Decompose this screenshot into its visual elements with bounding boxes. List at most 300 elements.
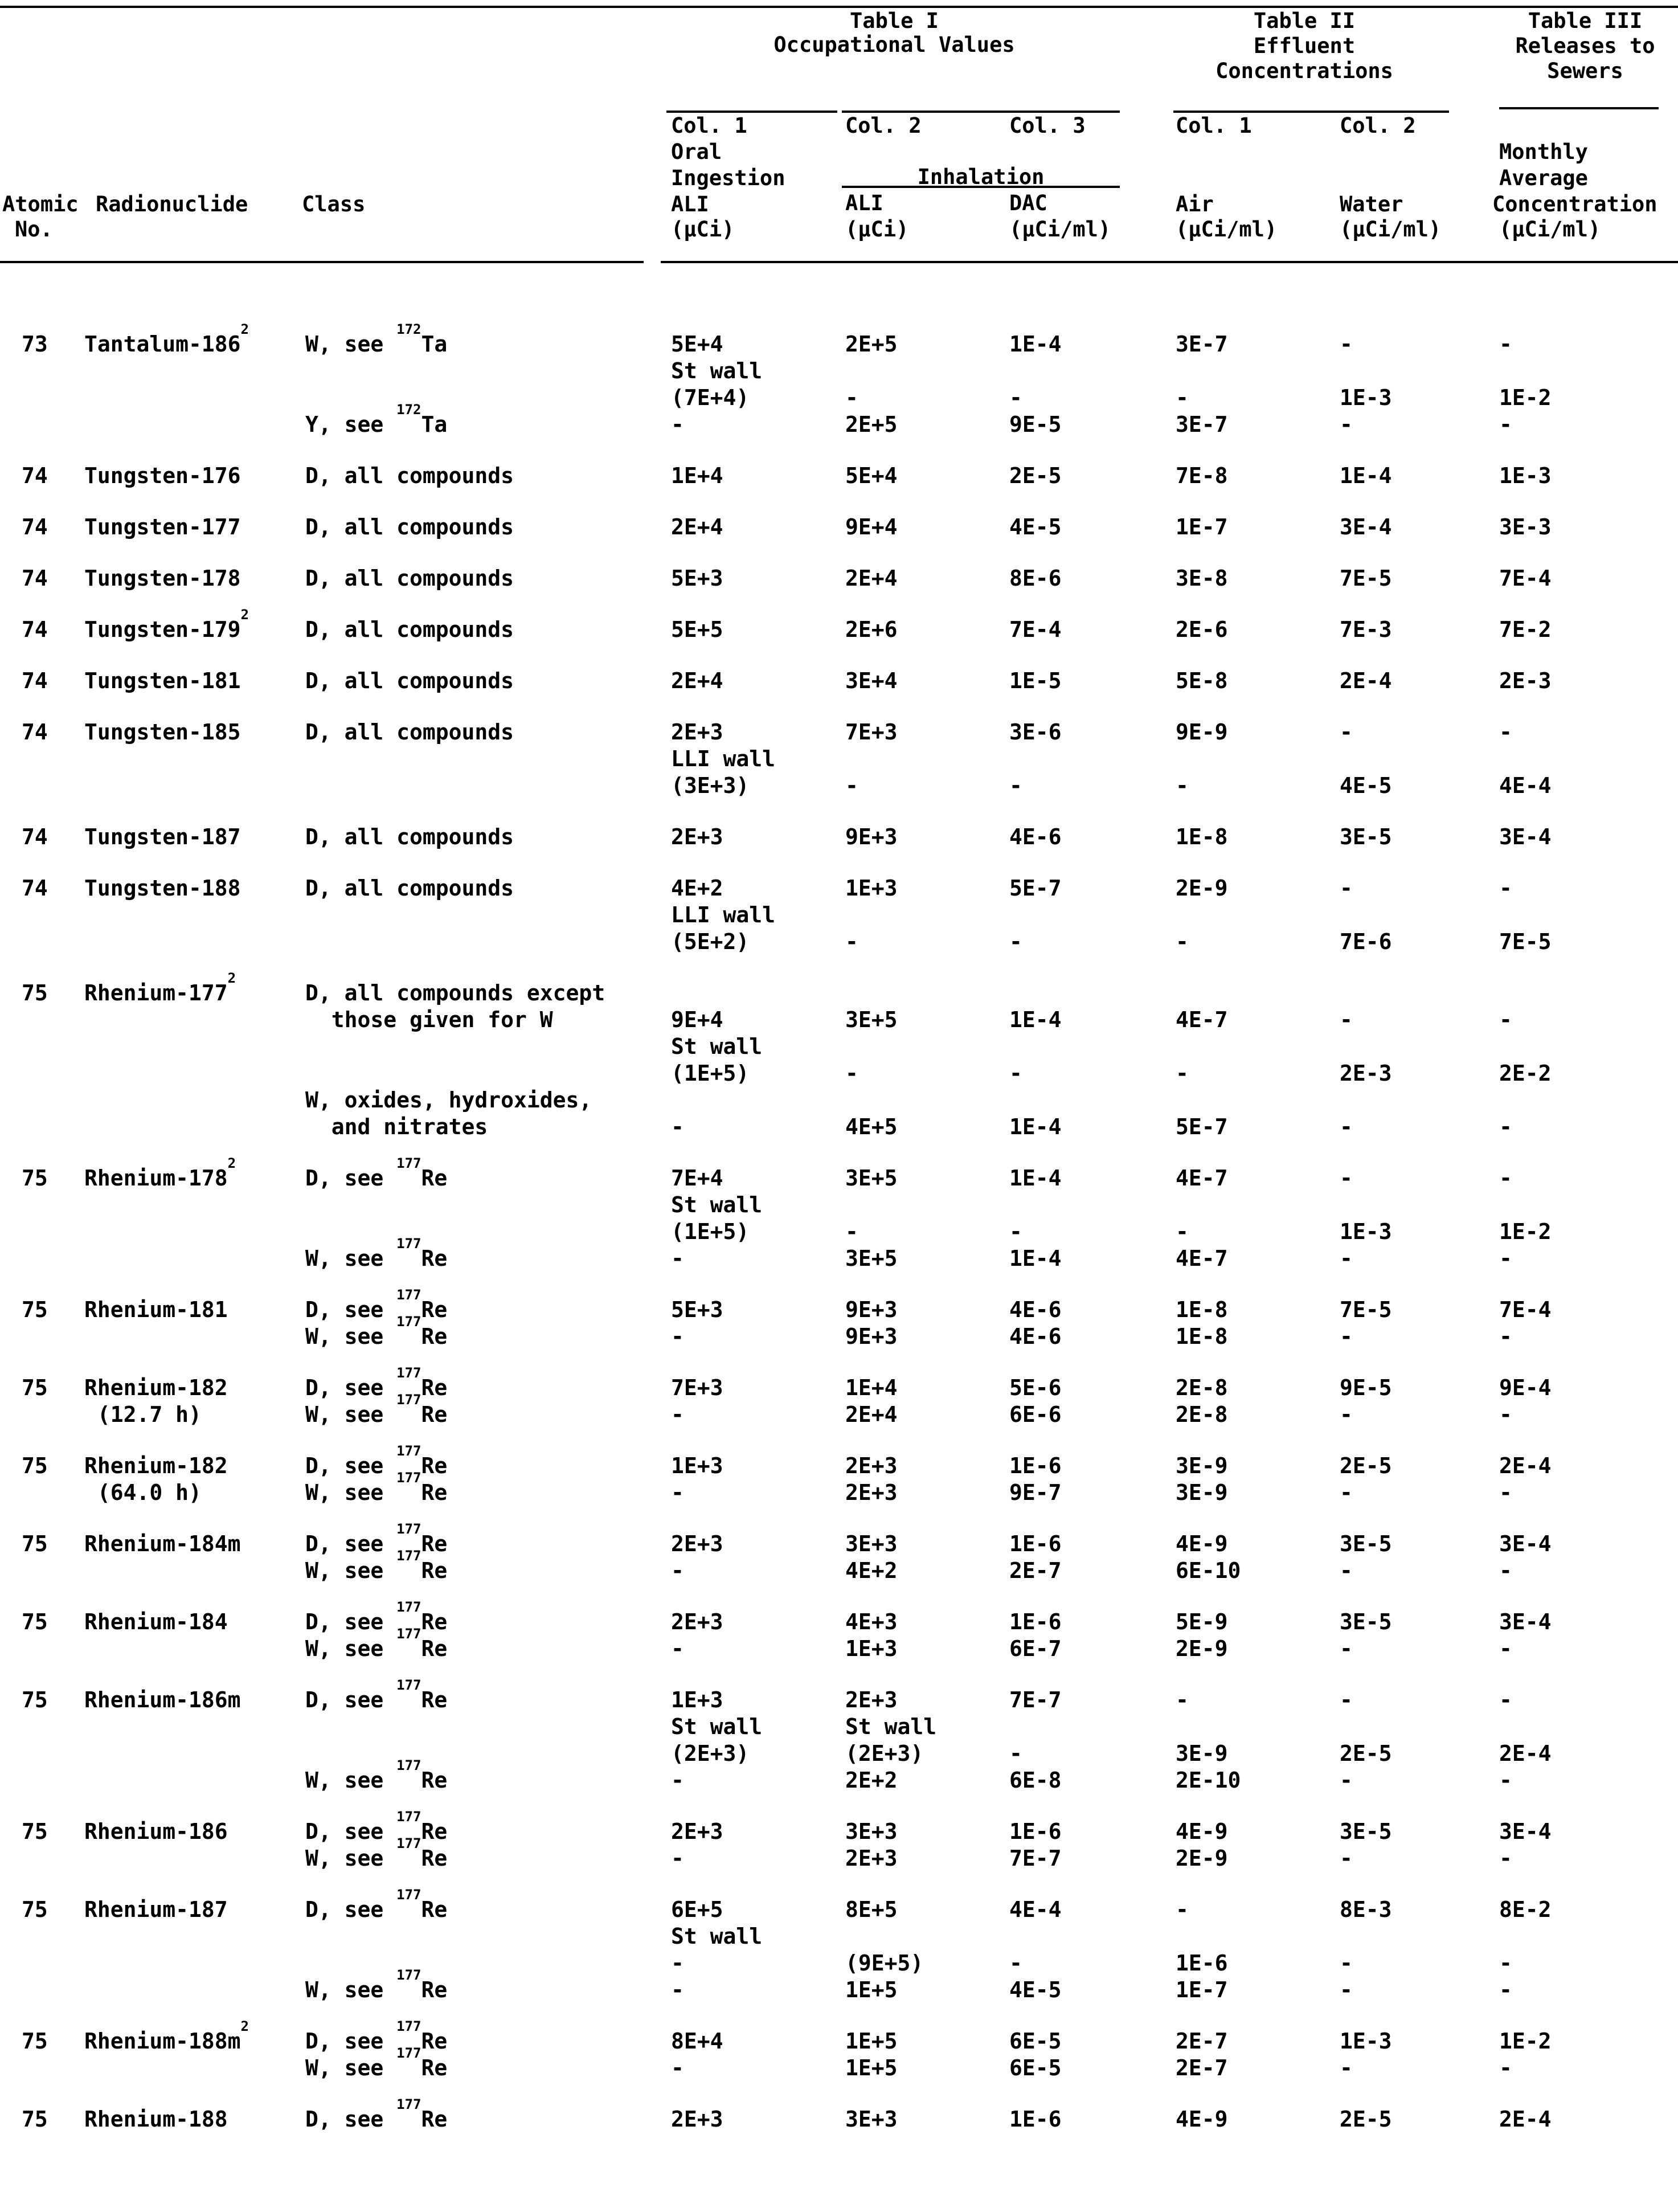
- inhalation-ali-cell: 2E+5: [845, 332, 898, 357]
- sewer-cell: 3E-4: [1499, 1609, 1552, 1634]
- sewer-cell: 3E-4: [1499, 824, 1552, 849]
- effluent-air-cell: 1E-7: [1176, 514, 1228, 539]
- table2-title-line1: Table II: [1253, 9, 1356, 33]
- oral-ali-cell: 5E+3: [671, 566, 723, 591]
- dac-cell: 4E-5: [1009, 514, 1062, 539]
- inhalation-ali-cell: 2E+4: [845, 566, 898, 591]
- radionuclide-name: Tungsten-181: [84, 668, 241, 693]
- dac-cell: 7E-7: [1009, 1846, 1062, 1871]
- table3-title-line3: Sewers: [1547, 59, 1623, 83]
- class-cell: D, see $^{177}$Re: [305, 1443, 448, 1478]
- inhalation-ali-cell: 9E+3: [845, 824, 898, 849]
- sewer-cell: 9E-4: [1499, 1375, 1552, 1400]
- oral-ali-cell: 2E+3: [671, 1819, 723, 1844]
- sewer-cell: 3E-3: [1499, 514, 1552, 539]
- sewer-cell: -: [1499, 1324, 1512, 1349]
- effluent-air-cell: 4E-7: [1176, 1166, 1228, 1191]
- dac-cell: -: [1009, 1061, 1022, 1086]
- inhalation-ali-cell: 1E+5: [845, 2055, 898, 2080]
- dac-cell: 2E-5: [1009, 463, 1062, 488]
- atomic-number: 75: [22, 1531, 48, 1556]
- dac-cell: 7E-7: [1009, 1687, 1062, 1712]
- superscript: 172: [396, 321, 421, 337]
- dac-cell: 1E-4: [1009, 1114, 1062, 1139]
- oral-ali-cell: 6E+5: [671, 1897, 723, 1922]
- table1-title-line2: Occupational Values: [773, 32, 1015, 57]
- radionuclide-name: Rhenium-$178^2$: [84, 1155, 236, 1191]
- sewer-cell: 1E-3: [1499, 463, 1552, 488]
- superscript: 2: [240, 2018, 249, 2034]
- oral-ali-cell: -: [671, 1402, 684, 1427]
- oral-ali-cell: 5E+4: [671, 332, 723, 357]
- effluent-air-cell: 2E-9: [1176, 1846, 1228, 1871]
- t1c1-ali: ALI: [671, 192, 709, 216]
- atomic-number: 75: [22, 1297, 48, 1322]
- effluent-air-cell: -: [1176, 1897, 1189, 1922]
- class-cell: W, see $^{172}$Ta: [305, 321, 448, 357]
- superscript: 177: [396, 2096, 421, 2112]
- atomic-no-header-line2: No.: [15, 217, 53, 242]
- dac-cell: 1E-4: [1009, 1246, 1062, 1271]
- effluent-air-cell: 1E-7: [1176, 1977, 1228, 2002]
- inhalation-ali-cell: 1E+3: [845, 1636, 898, 1661]
- oral-ali-cell: -: [671, 412, 684, 437]
- radionuclide-name: Tungsten-176: [84, 463, 241, 488]
- dac-cell: 4E-6: [1009, 824, 1062, 849]
- class-cell: D, all compounds except: [305, 980, 605, 1005]
- atomic-number: 75: [22, 2107, 48, 2132]
- inhalation-ali-cell: St wall: [845, 1714, 937, 1739]
- t3-unit: (µCi/ml): [1499, 217, 1601, 242]
- atomic-number: 75: [22, 1819, 48, 1844]
- inhalation-ali-cell: 2E+2: [845, 1768, 898, 1793]
- t1c3-dac: DAC: [1009, 191, 1047, 215]
- radionuclide-name: Tungsten-185: [84, 719, 241, 745]
- radionuclide-name: Rhenium-184m: [84, 1531, 241, 1556]
- dac-cell: 1E-4: [1009, 1166, 1062, 1191]
- effluent-water-cell: 7E-5: [1340, 566, 1392, 591]
- dac-cell: 9E-7: [1009, 1480, 1062, 1505]
- t2c1-air: Air: [1176, 192, 1214, 216]
- atomic-number: 74: [22, 668, 48, 693]
- oral-ali-cell: -: [671, 1114, 684, 1139]
- oral-ali-cell: 2E+3: [671, 1531, 723, 1556]
- sewer-cell: 2E-2: [1499, 1061, 1552, 1086]
- effluent-air-cell: 2E-9: [1176, 876, 1228, 901]
- oral-ali-cell: -: [671, 1558, 684, 1583]
- effluent-air-cell: 2E-7: [1176, 2055, 1228, 2080]
- atomic-number: 74: [22, 514, 48, 539]
- effluent-air-cell: 1E-8: [1176, 1297, 1228, 1322]
- superscript: 177: [396, 1443, 421, 1459]
- table2-title-line3: Concentrations: [1215, 59, 1393, 83]
- oral-ali-cell: -: [671, 1324, 684, 1349]
- sewer-cell: -: [1499, 719, 1512, 745]
- radionuclide-name: Rhenium-186m: [84, 1687, 241, 1712]
- sewer-cell: -: [1499, 412, 1512, 437]
- effluent-water-cell: -: [1340, 1951, 1353, 1976]
- effluent-water-cell: 3E-5: [1340, 1609, 1392, 1634]
- atomic-number: 75: [22, 2029, 48, 2054]
- t1c3-label: Col. 3: [1009, 113, 1086, 138]
- atomic-number: 74: [22, 566, 48, 591]
- inhalation-ali-cell: 2E+3: [845, 1846, 898, 1871]
- superscript: 177: [396, 2045, 421, 2061]
- oral-ali-cell: 8E+4: [671, 2029, 723, 2054]
- effluent-water-cell: 2E-5: [1340, 2107, 1392, 2132]
- inhalation-ali-cell: 3E+5: [845, 1166, 898, 1191]
- atomic-number: 75: [22, 1609, 48, 1634]
- inhalation-ali-cell: 2E+4: [845, 1402, 898, 1427]
- effluent-water-cell: -: [1340, 1480, 1353, 1505]
- effluent-water-cell: 7E-3: [1340, 617, 1392, 642]
- sewer-cell: -: [1499, 1402, 1512, 1427]
- radionuclide-name: Rhenium-186: [84, 1819, 228, 1844]
- t1c1-label: Col. 1: [671, 113, 747, 138]
- t3-monthly: Monthly: [1499, 140, 1588, 164]
- sewer-cell: -: [1499, 1114, 1512, 1139]
- radionuclide-header: Radionuclide: [96, 192, 248, 216]
- inhalation-ali-cell: -: [845, 1061, 858, 1086]
- class-cell: Y, see $^{172}$Ta: [305, 402, 448, 437]
- dac-cell: 6E-8: [1009, 1768, 1062, 1793]
- dac-cell: 4E-6: [1009, 1297, 1062, 1322]
- oral-ali-cell: -: [671, 2055, 684, 2080]
- superscript: 177: [396, 1521, 421, 1537]
- class-cell: and nitrates: [305, 1114, 488, 1139]
- sewer-cell: -: [1499, 1166, 1512, 1191]
- table3-title-line1: Table III: [1528, 9, 1643, 33]
- effluent-air-cell: 2E-8: [1176, 1402, 1228, 1427]
- class-cell: D, all compounds: [305, 719, 514, 745]
- oral-ali-cell: 7E+3: [671, 1375, 723, 1400]
- oral-ali-cell: (7E+4): [671, 385, 750, 410]
- inhalation-ali-cell: 3E+5: [845, 1246, 898, 1271]
- superscript: 177: [396, 1548, 421, 1564]
- t3-concentration: Concentration: [1492, 192, 1657, 216]
- radionuclide-name: Tungsten-187: [84, 824, 241, 849]
- effluent-water-cell: 2E-4: [1340, 668, 1392, 693]
- class-cell: those given for W: [305, 1007, 553, 1032]
- class-cell: D, see $^{177}$Re: [305, 1887, 448, 1922]
- dac-cell: 1E-6: [1009, 1531, 1062, 1556]
- inhalation-ali-cell: -: [845, 929, 858, 954]
- class-cell: W, see $^{177}$Re: [305, 1835, 448, 1871]
- oral-ali-cell: -: [671, 1951, 684, 1976]
- inhalation-ali-cell: 4E+2: [845, 1558, 898, 1583]
- effluent-water-cell: 1E-3: [1340, 1219, 1392, 1244]
- inhalation-label: Inhalation: [917, 165, 1045, 189]
- oral-ali-cell: St wall: [671, 1924, 763, 1949]
- sewer-cell: -: [1499, 2055, 1512, 2080]
- sewer-cell: 2E-4: [1499, 1741, 1552, 1766]
- inhalation-ali-cell: 9E+3: [845, 1324, 898, 1349]
- superscript: 2: [227, 1155, 236, 1171]
- effluent-air-cell: 3E-9: [1176, 1480, 1228, 1505]
- t1c1-unit: (µCi): [671, 217, 735, 242]
- effluent-water-cell: -: [1340, 1166, 1353, 1191]
- class-cell: W, see $^{177}$Re: [305, 2045, 448, 2080]
- t1c1-oral: Oral: [671, 140, 722, 164]
- effluent-air-cell: 5E-9: [1176, 1609, 1228, 1634]
- atomic-number: 74: [22, 463, 48, 488]
- effluent-water-cell: 3E-5: [1340, 1819, 1392, 1844]
- oral-ali-cell: -: [671, 1768, 684, 1793]
- class-cell: D, all compounds: [305, 617, 514, 642]
- sewer-cell: -: [1499, 1636, 1512, 1661]
- inhalation-ali-cell: 2E+3: [845, 1480, 898, 1505]
- class-cell: D, see $^{177}$Re: [305, 1809, 448, 1844]
- superscript: 177: [396, 1470, 421, 1486]
- sewer-cell: -: [1499, 1768, 1512, 1793]
- oral-ali-cell: -: [671, 1246, 684, 1271]
- inhalation-ali-cell: 3E+4: [845, 668, 898, 693]
- inhalation-ali-cell: 3E+3: [845, 1531, 898, 1556]
- effluent-air-cell: 4E-7: [1176, 1007, 1228, 1032]
- class-cell: W, see $^{177}$Re: [305, 1470, 448, 1505]
- dac-cell: 6E-7: [1009, 1636, 1062, 1661]
- effluent-air-cell: 7E-8: [1176, 463, 1228, 488]
- dac-cell: 1E-4: [1009, 1007, 1062, 1032]
- inhalation-ali-cell: 7E+3: [845, 719, 898, 745]
- oral-ali-cell: (1E+5): [671, 1061, 750, 1086]
- effluent-water-cell: -: [1340, 1558, 1353, 1583]
- t1c1-ingestion: Ingestion: [671, 166, 785, 190]
- superscript: 177: [396, 1287, 421, 1303]
- effluent-water-cell: 2E-5: [1340, 1741, 1392, 1766]
- dac-cell: 5E-6: [1009, 1375, 1062, 1400]
- radionuclide-name: Rhenium-182: [84, 1375, 228, 1400]
- effluent-air-cell: 3E-7: [1176, 412, 1228, 437]
- inhalation-ali-cell: (2E+3): [845, 1741, 924, 1766]
- inhalation-ali-cell: -: [845, 1219, 858, 1244]
- effluent-water-cell: -: [1340, 1768, 1353, 1793]
- oral-ali-cell: -: [671, 1846, 684, 1871]
- half-life: (12.7 h): [84, 1402, 202, 1427]
- atomic-number: 74: [22, 719, 48, 745]
- superscript: 177: [396, 1626, 421, 1642]
- oral-ali-cell: 1E+4: [671, 463, 723, 488]
- superscript: 177: [396, 1967, 421, 1983]
- effluent-air-cell: 1E-8: [1176, 1324, 1228, 1349]
- class-cell: D, all compounds: [305, 514, 514, 539]
- inhalation-ali-cell: 1E+5: [845, 2029, 898, 2054]
- atomic-number: 75: [22, 1453, 48, 1478]
- superscript: 177: [396, 1314, 421, 1330]
- superscript: 177: [396, 1599, 421, 1615]
- table2-title-line2: Effluent: [1253, 34, 1356, 58]
- oral-ali-cell: St wall: [671, 1034, 763, 1059]
- inhalation-ali-cell: 2E+6: [845, 617, 898, 642]
- effluent-water-cell: -: [1340, 1977, 1353, 2002]
- superscript: 177: [396, 1392, 421, 1408]
- atomic-no-header: Atomic: [2, 192, 79, 216]
- effluent-water-cell: 1E-3: [1340, 2029, 1392, 2054]
- radionuclide-name: Rhenium-$177^2$: [84, 970, 236, 1005]
- atomic-number: 74: [22, 824, 48, 849]
- inhalation-ali-cell: 1E+4: [845, 1375, 898, 1400]
- atomic-number: 75: [22, 1375, 48, 1400]
- oral-ali-cell: 9E+4: [671, 1007, 723, 1032]
- superscript: 177: [396, 1809, 421, 1825]
- dac-cell: 1E-6: [1009, 2107, 1062, 2132]
- superscript: 177: [396, 1236, 421, 1252]
- inhalation-ali-cell: 2E+3: [845, 1453, 898, 1478]
- atomic-number: 73: [22, 332, 48, 357]
- effluent-air-cell: 4E-9: [1176, 1819, 1228, 1844]
- effluent-air-cell: -: [1176, 1687, 1189, 1712]
- sewer-cell: 1E-2: [1499, 2029, 1552, 2054]
- t1c2-unit: (µCi): [845, 217, 909, 242]
- superscript: 2: [240, 321, 249, 337]
- class-cell: D, all compounds: [305, 668, 514, 693]
- inhalation-ali-cell: 4E+3: [845, 1609, 898, 1634]
- dac-cell: -: [1009, 1741, 1022, 1766]
- effluent-water-cell: 3E-5: [1340, 1531, 1392, 1556]
- t1c3-unit: (µCi/ml): [1009, 217, 1111, 242]
- sewer-cell: 3E-4: [1499, 1819, 1552, 1844]
- oral-ali-cell: (5E+2): [671, 929, 750, 954]
- class-cell: D, all compounds: [305, 876, 514, 901]
- dac-cell: 4E-6: [1009, 1324, 1062, 1349]
- oral-ali-cell: -: [671, 1636, 684, 1661]
- effluent-air-cell: 3E-8: [1176, 566, 1228, 591]
- oral-ali-cell: 1E+3: [671, 1687, 723, 1712]
- class-cell: D, see $^{177}$Re: [305, 1521, 448, 1556]
- effluent-air-cell: 5E-7: [1176, 1114, 1228, 1139]
- table1-title-line1: Table I: [850, 9, 939, 33]
- effluent-water-cell: 3E-4: [1340, 514, 1392, 539]
- dac-cell: -: [1009, 1951, 1022, 1976]
- inhalation-ali-cell: 2E+5: [845, 412, 898, 437]
- sewer-cell: 7E-4: [1499, 1297, 1552, 1322]
- effluent-air-cell: 2E-6: [1176, 617, 1228, 642]
- t2c2-label: Col. 2: [1340, 113, 1416, 138]
- t2c2-water: Water: [1340, 192, 1403, 216]
- class-cell: W, see $^{177}$Re: [305, 1314, 448, 1349]
- atomic-number: 74: [22, 617, 48, 642]
- effluent-water-cell: -: [1340, 1246, 1353, 1271]
- sewer-cell: 2E-4: [1499, 1453, 1552, 1478]
- radionuclide-name: Rhenium-$188m^2$: [84, 2018, 249, 2054]
- effluent-water-cell: -: [1340, 1114, 1353, 1139]
- sewer-cell: -: [1499, 1951, 1512, 1976]
- inhalation-ali-cell: -: [845, 773, 858, 798]
- atomic-number: 75: [22, 980, 48, 1005]
- dac-cell: 6E-5: [1009, 2055, 1062, 2080]
- oral-ali-cell: -: [671, 1480, 684, 1505]
- effluent-air-cell: 9E-9: [1176, 719, 1228, 745]
- effluent-water-cell: 1E-4: [1340, 463, 1392, 488]
- inhalation-ali-cell: 9E+3: [845, 1297, 898, 1322]
- effluent-water-cell: -: [1340, 412, 1353, 437]
- effluent-air-cell: 5E-8: [1176, 668, 1228, 693]
- oral-ali-cell: 4E+2: [671, 876, 723, 901]
- radionuclide-name: Rhenium-187: [84, 1897, 228, 1922]
- sewer-cell: -: [1499, 1977, 1512, 2002]
- effluent-water-cell: 1E-3: [1340, 385, 1392, 410]
- oral-ali-cell: 5E+3: [671, 1297, 723, 1322]
- superscript: 172: [396, 402, 421, 418]
- effluent-water-cell: 2E-3: [1340, 1061, 1392, 1086]
- superscript: 177: [396, 1757, 421, 1773]
- class-cell: D, see $^{177}$Re: [305, 1365, 448, 1400]
- effluent-air-cell: 2E-10: [1176, 1768, 1241, 1793]
- effluent-water-cell: 4E-5: [1340, 773, 1392, 798]
- oral-ali-cell: 2E+3: [671, 719, 723, 745]
- oral-ali-cell: St wall: [671, 358, 763, 383]
- class-cell: D, all compounds: [305, 463, 514, 488]
- inhalation-ali-cell: 5E+4: [845, 463, 898, 488]
- sewer-cell: -: [1499, 1246, 1512, 1271]
- sewer-cell: -: [1499, 1007, 1512, 1032]
- superscript: 2: [240, 607, 249, 623]
- oral-ali-cell: (2E+3): [671, 1741, 750, 1766]
- effluent-water-cell: -: [1340, 1402, 1353, 1427]
- inhalation-ali-cell: 1E+3: [845, 876, 898, 901]
- oral-ali-cell: (1E+5): [671, 1219, 750, 1244]
- sewer-cell: 4E-4: [1499, 773, 1552, 798]
- effluent-water-cell: -: [1340, 1687, 1353, 1712]
- table3-title-line2: Releases to: [1515, 34, 1655, 58]
- effluent-water-cell: 7E-6: [1340, 929, 1392, 954]
- radionuclide-name: Tantalum-$186^2$: [84, 321, 249, 357]
- radionuclide-name: Tungsten-178: [84, 566, 241, 591]
- sewer-cell: -: [1499, 1558, 1512, 1583]
- dac-cell: 1E-5: [1009, 668, 1062, 693]
- t2c2-unit: (µCi/ml): [1340, 217, 1442, 242]
- effluent-air-cell: 4E-7: [1176, 1246, 1228, 1271]
- superscript: 177: [396, 1887, 421, 1903]
- dac-cell: -: [1009, 1219, 1022, 1244]
- inhalation-ali-cell: 3E+5: [845, 1007, 898, 1032]
- inhalation-ali-cell: 4E+5: [845, 1114, 898, 1139]
- oral-ali-cell: St wall: [671, 1714, 763, 1739]
- t1c2-ali: ALI: [845, 191, 883, 215]
- sewer-cell: -: [1499, 332, 1512, 357]
- oral-ali-cell: 2E+4: [671, 668, 723, 693]
- class-cell: W, see $^{177}$Re: [305, 1392, 448, 1427]
- effluent-water-cell: 7E-5: [1340, 1297, 1392, 1322]
- sewer-cell: 1E-2: [1499, 1219, 1552, 1244]
- class-cell: D, see $^{177}$Re: [305, 2096, 448, 2132]
- dac-cell: 6E-5: [1009, 2029, 1062, 2054]
- dac-cell: 1E-4: [1009, 332, 1062, 357]
- effluent-water-cell: -: [1340, 1007, 1353, 1032]
- radionuclide-name: Rhenium-181: [84, 1297, 228, 1322]
- radionuclide-name: Rhenium-188: [84, 2107, 228, 2132]
- effluent-water-cell: -: [1340, 332, 1353, 357]
- effluent-air-cell: 2E-7: [1176, 2029, 1228, 2054]
- inhalation-ali-cell: 2E+3: [845, 1687, 898, 1712]
- oral-ali-cell: 2E+4: [671, 514, 723, 539]
- radionuclide-name: Tungsten-177: [84, 514, 241, 539]
- superscript: 177: [396, 1365, 421, 1381]
- dac-cell: 8E-6: [1009, 566, 1062, 591]
- class-cell: D, see $^{177}$Re: [305, 1155, 448, 1191]
- class-header: Class: [302, 192, 366, 216]
- t2c1-label: Col. 1: [1176, 113, 1252, 138]
- sewer-cell: 7E-2: [1499, 617, 1552, 642]
- effluent-air-cell: -: [1176, 929, 1189, 954]
- t1c2-label: Col. 2: [845, 113, 922, 138]
- atomic-number: 74: [22, 876, 48, 901]
- sewer-cell: 2E-3: [1499, 668, 1552, 693]
- effluent-water-cell: -: [1340, 876, 1353, 901]
- sewer-cell: -: [1499, 1480, 1512, 1505]
- radionuclide-name: Tungsten-$179^2$: [84, 607, 249, 642]
- effluent-air-cell: -: [1176, 1219, 1189, 1244]
